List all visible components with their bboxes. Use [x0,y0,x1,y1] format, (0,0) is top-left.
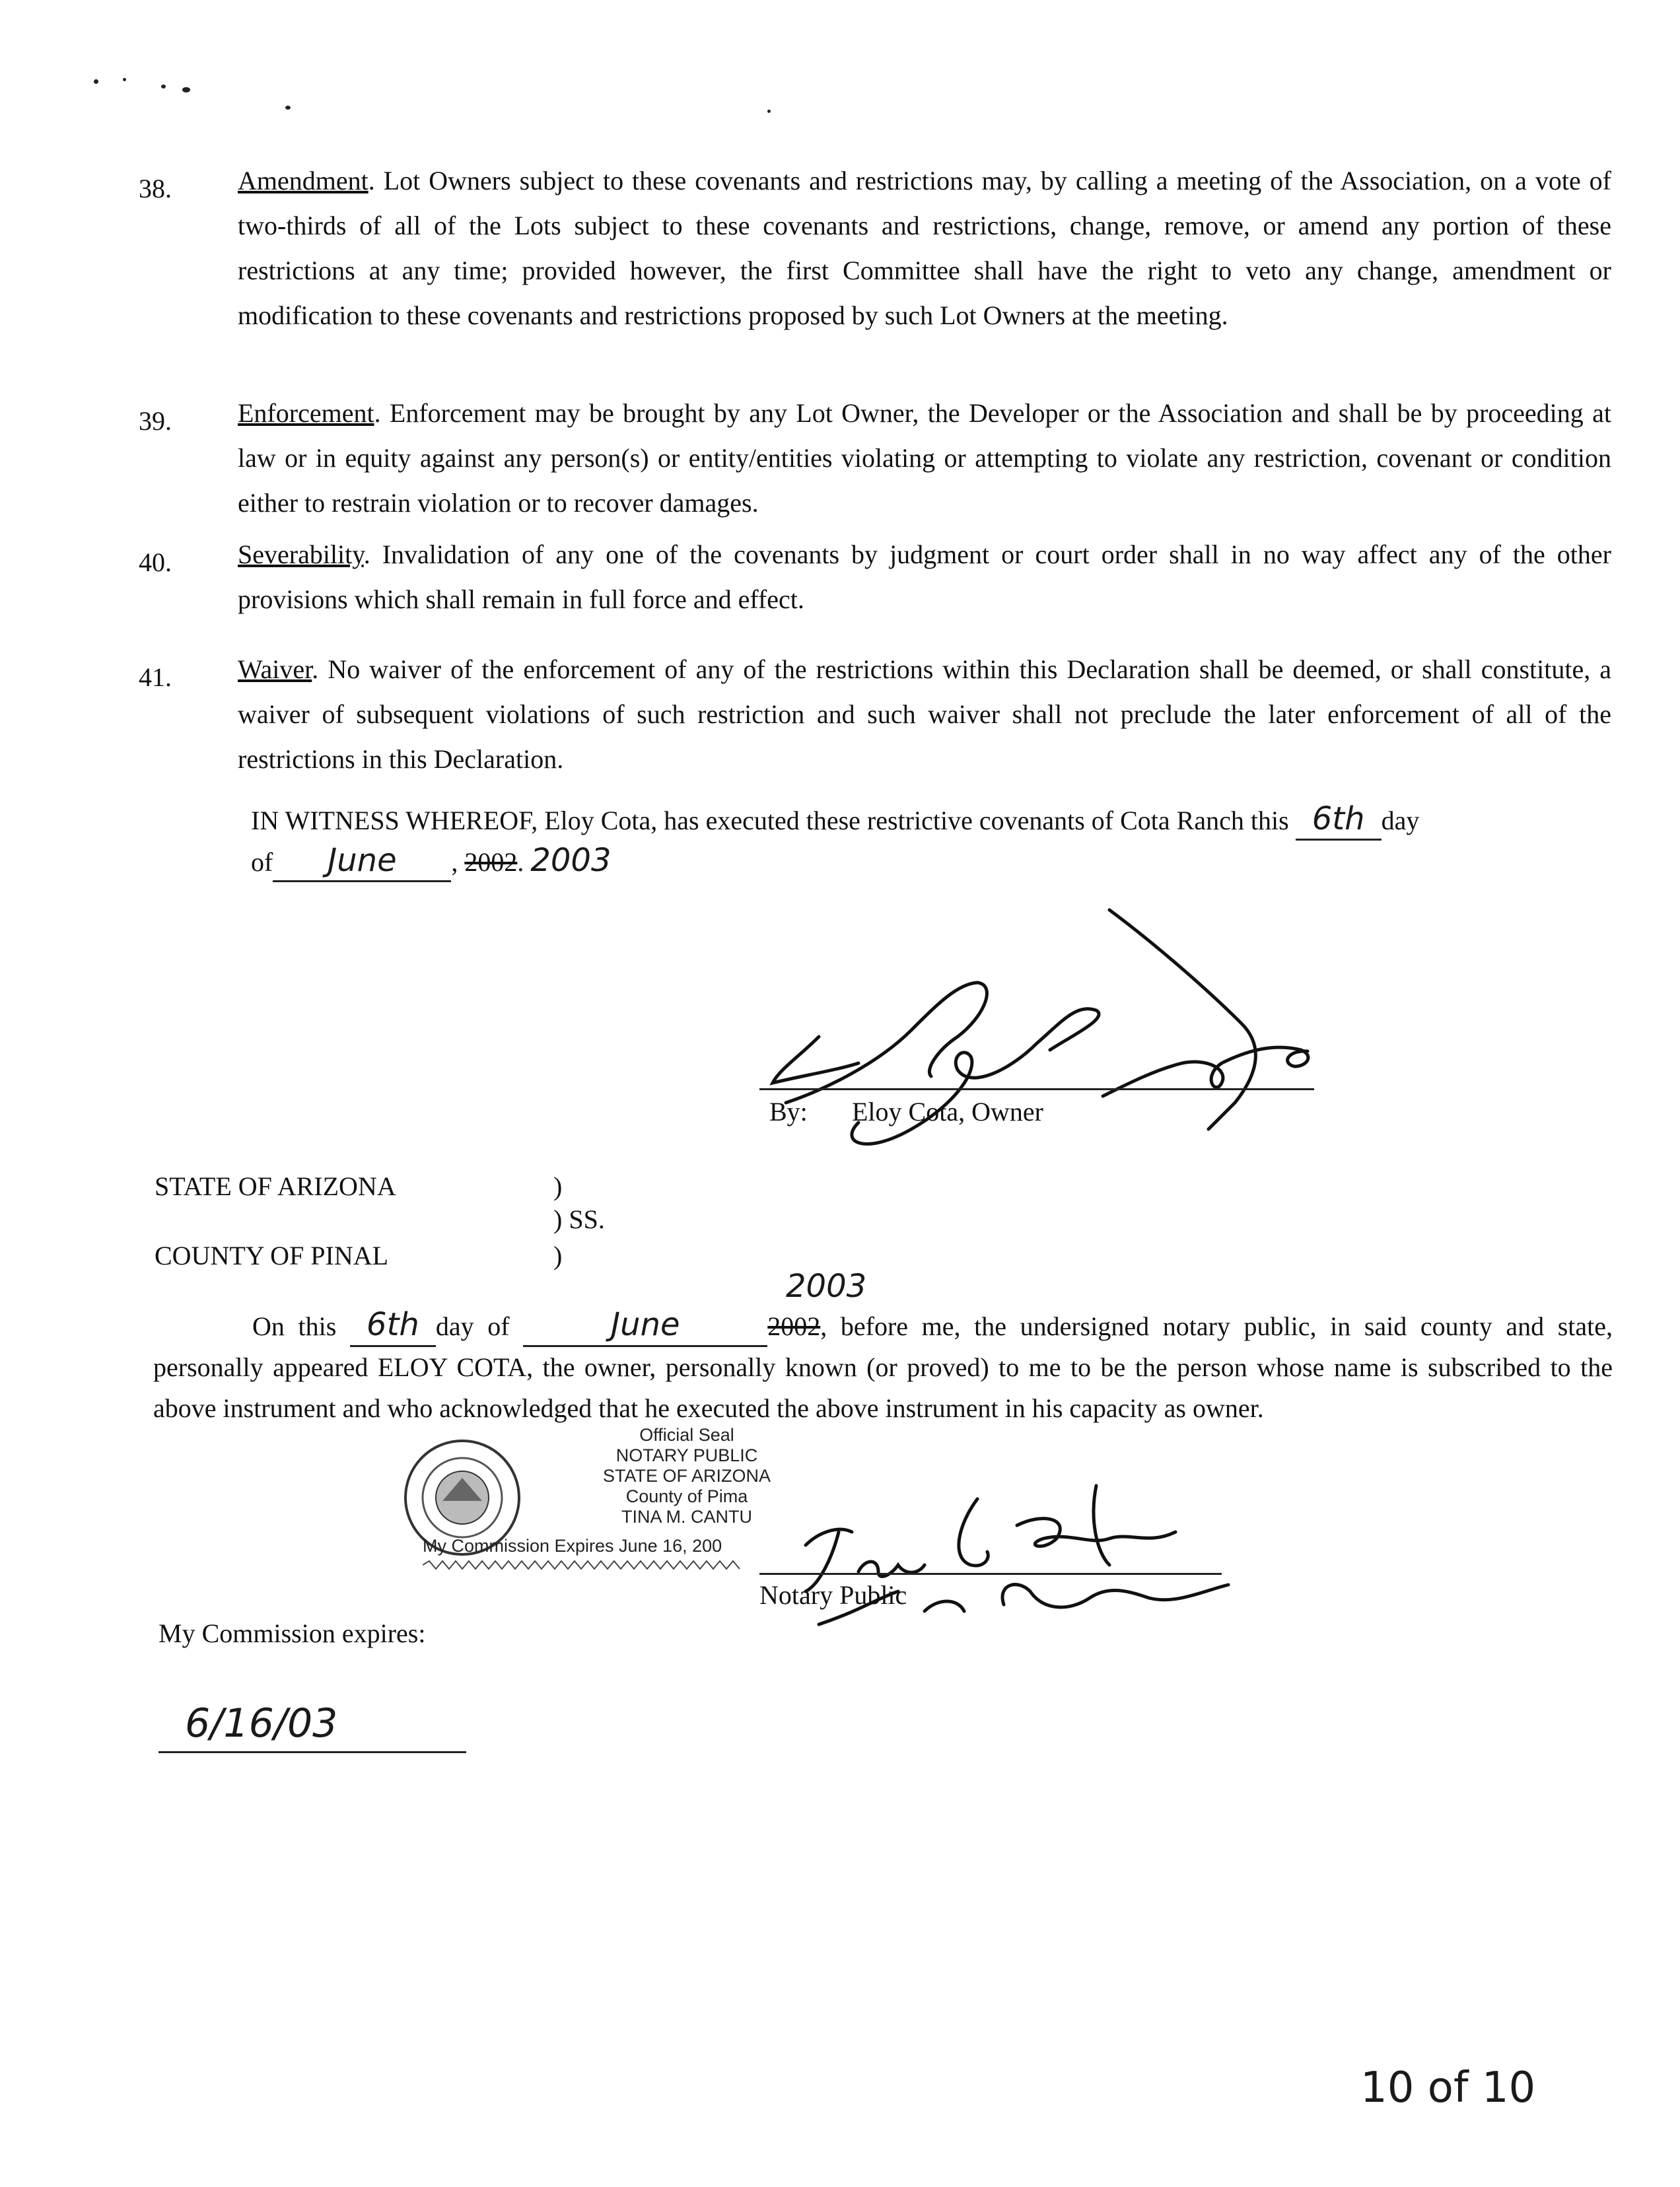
notary-public-label: Notary Public [759,1580,907,1610]
clause-number: 38. [139,174,172,203]
scan-speck [767,110,771,113]
clause-heading: Amendment [238,166,368,195]
seal-line: STATE OF ARIZONA [602,1466,771,1486]
acknowledgment-paragraph [153,1304,1613,1429]
clause-body [238,647,1611,782]
owner-signature-scribble [759,905,1327,1156]
venue-ss: ) SS. [553,1204,605,1234]
notary-signature-line [759,1573,1222,1575]
owner-signature-line [759,1088,1314,1090]
seal-line: County of Pima [625,1486,748,1506]
witness-year-handwritten: 2003 [530,842,612,879]
ack-day-of: day of [435,1311,510,1341]
seal-line-commission: My Commission Expires June 16, 200 [423,1536,722,1556]
venue-county: COUNTY OF PINAL [155,1241,389,1270]
scan-speck [123,78,126,81]
owner-by-label: By: [769,1097,808,1127]
seal-border-zigzag [423,1558,753,1572]
seal-line: Official Seal [639,1425,734,1445]
owner-name: Eloy Cota, Owner [852,1097,1043,1127]
seal-line: TINA M. CANTU [621,1507,752,1527]
clause-text: . Lot Owners subject to these covenants and restrictions may, by calling a meeting of the Association, on a vote of two-thirds of all of the Lots subject to these covenants and restrictions, change, remove, or amend any portion of these restrictions at any time; provided however, the first Committee shall have the right to veto any change, amendment or modification to these covenants and restrictions proposed by such Lot Owners at the meeting. [238,166,1611,330]
scan-speck [94,79,98,84]
ack-text: , before me, the undersigned notary public, in said county and state, personally appeared ELOY COTA, the owner, personally known (or proved) to me to be the person whose name is subscribed to the above instrument and who acknowledged that he executed the above instrument in his capacity as owner. [153,1311,1613,1423]
seal-line: NOTARY PUBLIC [615,1445,758,1465]
commission-label: My Commission expires: [158,1618,426,1648]
witness-month-handwritten: June [273,841,451,882]
clause-text: . Enforcement may be brought by any Lot Owner, the Developer or the Association and shall be by proceeding at law or in equity against any person(s) or entity/entities violating or attempting to violate any restriction, covenant or condition either to restrain violation or to recover damages. [238,398,1611,518]
clause-heading: Severability [238,539,364,569]
clause-number: 41. [139,662,172,692]
clause-body [238,391,1611,526]
venue-paren: ) [553,1241,563,1270]
clause-heading: Enforcement [238,398,374,428]
witness-year-struck: 2002 [464,847,518,877]
clause-text: . No waiver of the enforcement of any of the restrictions within this Declaration shall be deemed, or shall constitute, a waiver of subsequent violations of such restriction and such waiver shall not preclude the later enforcement of all of the restrictions in this Declaration. [238,654,1611,774]
clause-number: 39. [139,406,172,436]
venue-paren: ) [553,1171,563,1201]
venue-state: STATE OF ARIZONA [155,1171,396,1201]
ack-on-this: On this [252,1311,337,1341]
ack-month-handwritten: June [523,1304,767,1347]
ack-year-handwritten: 2003 [786,1268,867,1305]
witness-clause: IN WITNESS WHEREOF, Eloy Cota, has executed these restrictive covenants of Cota Ranch this 6th day of June , 2002. 2003 [251,799,1611,882]
page-marker: 10 of 10 [1360,2064,1536,2112]
witness-text: IN WITNESS WHEREOF, Eloy Cota, has executed these restrictive covenants of Cota Ranch this [251,806,1289,835]
witness-day-word: day [1381,806,1420,835]
scan-speck [161,85,166,88]
scan-speck [285,106,291,110]
clause-body [238,532,1611,622]
commission-date-handwritten: 6/16/03 [185,1700,338,1747]
clause-text: . Invalidation of any one of the covenants by judgment or court order shall in no way affect any of the other provisions which shall remain in full force and effect. [238,539,1611,614]
clause-body [238,158,1611,338]
witness-of-word: of [251,847,273,877]
clause-number: 40. [139,547,172,577]
clause-heading: Waiver [238,654,312,684]
commission-date-line [158,1751,466,1753]
scan-speck [182,87,190,92]
ack-year-struck: 2002 [767,1311,821,1341]
ack-day-handwritten: 6th [350,1304,436,1347]
witness-day-handwritten: 6th [1296,799,1382,841]
